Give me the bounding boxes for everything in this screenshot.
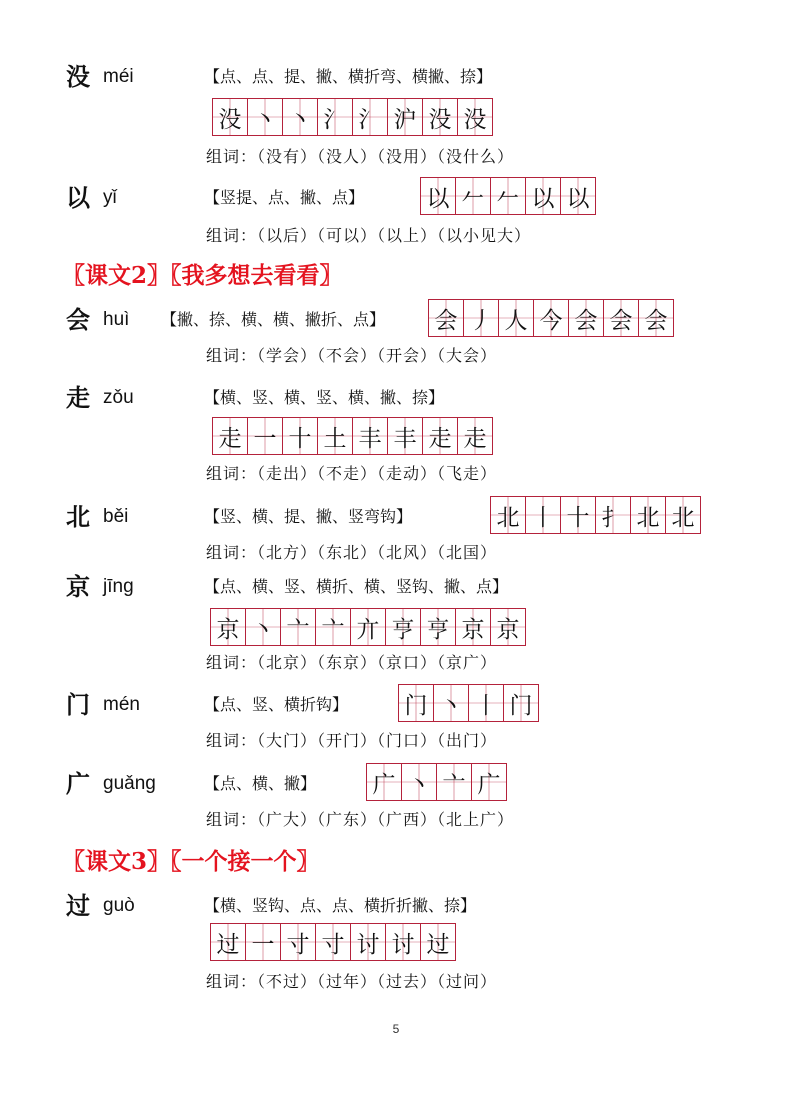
stroke-cell: 没 <box>213 99 248 135</box>
stroke-cell: 亠 <box>281 609 316 645</box>
stroke-cell: 丰 <box>353 418 388 454</box>
stroke-cell: 会 <box>639 300 673 336</box>
stroke-order-text: 【横、竖钩、点、点、横折折撇、捺】 <box>204 896 477 915</box>
stroke-grid <box>212 417 493 455</box>
entry-pinyin: jīng <box>103 576 134 597</box>
stroke-order-text: 【竖提、点、撇、点】 <box>204 188 365 207</box>
word-examples: 组词：（北京）（东京）（京口）（京广） <box>206 653 498 672</box>
entry-character: 门 <box>66 691 90 719</box>
stroke-cell: 以 <box>561 178 595 214</box>
stroke-cell: 十 <box>283 418 318 454</box>
stroke-grid <box>366 763 507 801</box>
entry-character: 京 <box>66 573 90 601</box>
entry-pinyin: huì <box>103 309 130 330</box>
lesson-heading: 〖课文2〗〖我多想去看看〗 <box>62 262 343 289</box>
entry-character: 会 <box>66 306 90 334</box>
stroke-grid <box>212 98 493 136</box>
stroke-order-text: 【点、横、竖、横折、横、竖钩、撇、点】 <box>204 577 509 596</box>
entry-character: 北 <box>66 503 90 531</box>
word-examples: 组词：（走出）（不走）（走动）（飞走） <box>206 464 498 483</box>
stroke-cell: 会 <box>604 300 639 336</box>
stroke-cell: 一 <box>248 418 283 454</box>
entry-pinyin: guò <box>103 895 135 916</box>
stroke-order-text: 【撇、捺、横、横、撇折、点】 <box>161 310 386 329</box>
stroke-cell: 十 <box>561 497 596 533</box>
stroke-cell: 没 <box>458 99 492 135</box>
stroke-cell: 北 <box>666 497 700 533</box>
stroke-cell: 沪 <box>388 99 423 135</box>
entry-character: 过 <box>66 892 90 920</box>
stroke-cell: 寸 <box>281 924 316 960</box>
stroke-cell: 京 <box>491 609 525 645</box>
stroke-grid <box>428 299 674 337</box>
word-examples: 组词：（学会）（不会）（开会）（大会） <box>206 346 498 365</box>
stroke-cell: 走 <box>213 418 248 454</box>
entry-character: 走 <box>66 384 90 412</box>
stroke-cell: 亨 <box>386 609 421 645</box>
word-examples: 组词：（不过）（过年）（过去）（过问） <box>206 972 498 991</box>
stroke-cell: 北 <box>631 497 666 533</box>
stroke-cell: 广 <box>367 764 402 800</box>
stroke-cell: 讨 <box>351 924 386 960</box>
stroke-grid <box>420 177 596 215</box>
stroke-grid <box>210 608 526 646</box>
stroke-cell: 北 <box>491 497 526 533</box>
page-number: 5 <box>392 1022 400 1036</box>
entry-character: 以 <box>66 184 90 212</box>
stroke-cell: 亠 <box>437 764 472 800</box>
stroke-cell: 门 <box>399 685 434 721</box>
stroke-cell: 丿 <box>464 300 499 336</box>
stroke-cell: 丨 <box>526 497 561 533</box>
stroke-cell: 氵 <box>318 99 353 135</box>
entry-pinyin: mén <box>103 694 140 715</box>
word-examples: 组词：（广大）（广东）（广西）（北上广） <box>206 810 515 829</box>
stroke-cell: 亠 <box>316 609 351 645</box>
stroke-grid <box>210 923 456 961</box>
entry-pinyin: běi <box>103 506 129 527</box>
stroke-cell: 门 <box>504 685 538 721</box>
stroke-grid <box>490 496 701 534</box>
word-examples: 组词：（以后）（可以）（以上）（以小见大） <box>206 226 532 245</box>
stroke-cell: 亣 <box>351 609 386 645</box>
stroke-cell: 亨 <box>421 609 456 645</box>
stroke-cell: 𠂉 <box>491 178 526 214</box>
stroke-cell: 讨 <box>386 924 421 960</box>
stroke-cell: 京 <box>211 609 246 645</box>
stroke-cell: 走 <box>423 418 458 454</box>
entry-character: 广 <box>66 770 90 798</box>
entry-pinyin: zǒu <box>103 387 134 408</box>
entry-pinyin: méi <box>103 66 134 87</box>
stroke-order-text: 【横、竖、横、竖、横、撇、捺】 <box>204 388 445 407</box>
stroke-cell: 会 <box>569 300 604 336</box>
stroke-cell: 丶 <box>402 764 437 800</box>
word-examples: 组词：（没有）（没人）（没用）（没什么） <box>206 147 515 166</box>
word-examples: 组词：（北方）（东北）（北风）（北国） <box>206 543 498 562</box>
stroke-cell: 寸 <box>316 924 351 960</box>
stroke-order-text: 【点、竖、横折钩】 <box>204 695 349 714</box>
stroke-cell: 走 <box>458 418 492 454</box>
stroke-cell: 过 <box>211 924 246 960</box>
stroke-cell: 广 <box>472 764 506 800</box>
stroke-cell: 氵 <box>353 99 388 135</box>
stroke-cell: 丶 <box>434 685 469 721</box>
stroke-cell: 一 <box>246 924 281 960</box>
stroke-cell: 今 <box>534 300 569 336</box>
stroke-cell: 丶 <box>246 609 281 645</box>
stroke-cell: 没 <box>423 99 458 135</box>
stroke-grid <box>398 684 539 722</box>
stroke-order-text: 【点、点、提、撇、横折弯、横撇、捺】 <box>204 67 493 86</box>
word-examples: 组词：（大门）（开门）（门口）（出门） <box>206 731 498 750</box>
stroke-cell: 人 <box>499 300 534 336</box>
stroke-cell: 丶 <box>283 99 318 135</box>
entry-character: 没 <box>66 63 90 91</box>
lesson-heading: 〖课文3〗〖一个接一个〗 <box>62 848 320 875</box>
stroke-cell: 土 <box>318 418 353 454</box>
entry-pinyin: guǎng <box>103 773 156 794</box>
stroke-order-text: 【点、横、撇】 <box>204 774 317 793</box>
stroke-cell: 过 <box>421 924 455 960</box>
stroke-cell: 以 <box>526 178 561 214</box>
stroke-order-text: 【竖、横、提、撇、竖弯钩】 <box>204 507 413 526</box>
stroke-cell: 京 <box>456 609 491 645</box>
stroke-cell: 𠂉 <box>456 178 491 214</box>
stroke-cell: 丶 <box>248 99 283 135</box>
stroke-cell: 扌 <box>596 497 631 533</box>
stroke-cell: 丰 <box>388 418 423 454</box>
stroke-cell: 丨 <box>469 685 504 721</box>
stroke-cell: 以 <box>421 178 456 214</box>
entry-pinyin: yǐ <box>103 187 117 208</box>
stroke-cell: 会 <box>429 300 464 336</box>
